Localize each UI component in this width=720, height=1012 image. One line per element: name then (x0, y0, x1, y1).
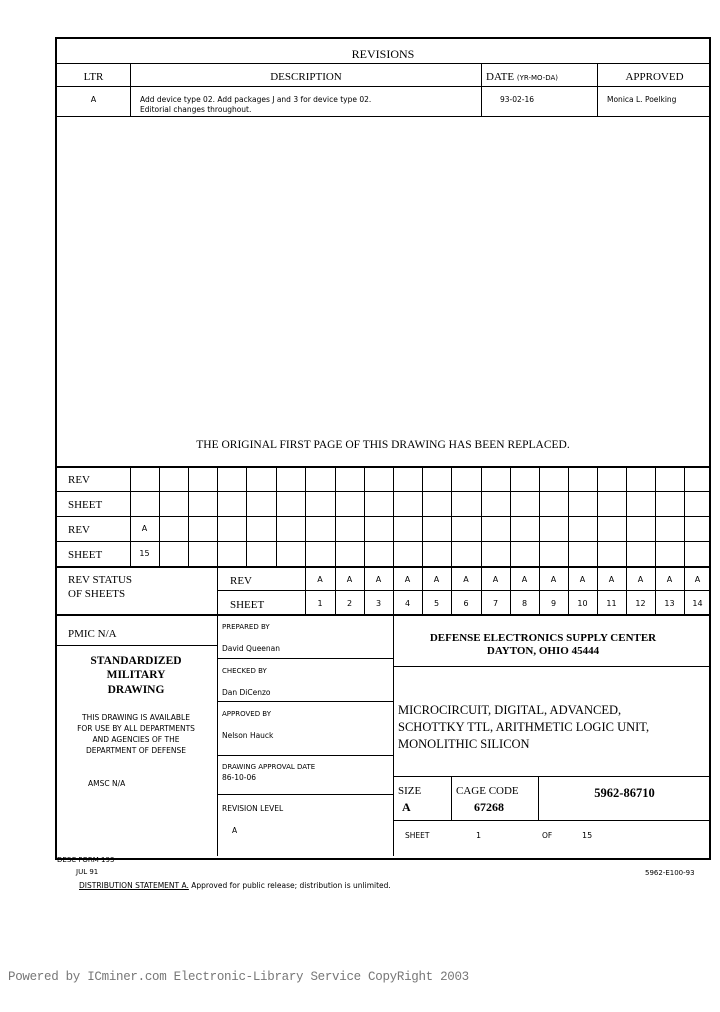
rev-status-rev: A (694, 574, 701, 584)
prepared-name: David Queenan (222, 644, 281, 653)
rev-grid-divider (335, 466, 336, 566)
rev-status-sheet: 13 (664, 598, 675, 608)
cage-code-label: CAGE CODE (456, 785, 519, 797)
rev-status-rev: A (521, 574, 528, 584)
rev-grid-divider (539, 466, 540, 566)
title-line3: MONOLITHIC SILICON (398, 737, 530, 751)
rev-grid-label: SHEET (68, 549, 103, 561)
approved-by-label: APPROVED BY (222, 710, 272, 718)
availability-line4: DEPARTMENT OF DEFENSE (86, 746, 186, 755)
rev-grid-divider (597, 466, 598, 566)
availability-line1: THIS DRAWING IS AVAILABLE (82, 713, 190, 722)
rev-status-rev: A (550, 574, 557, 584)
title-line2: SCHOTTKY TTL, ARITHMETIC LOGIC UNIT, (398, 720, 650, 734)
form-date: JUL 91 (76, 868, 99, 876)
rev-grid-label: REV (68, 474, 90, 486)
approval-date-value: 86-10-06 (222, 773, 257, 782)
rev-grid-divider (481, 466, 482, 566)
rev-status-sheet: 4 (404, 598, 411, 608)
rev-status-rev: A (637, 574, 644, 584)
rev-grid-divider (305, 466, 306, 566)
sheet-number: 1 (476, 831, 482, 840)
rev-grid-divider (159, 466, 160, 566)
size-value: A (402, 800, 411, 814)
rev-grid-divider (626, 466, 627, 566)
checked-label: CHECKED BY (222, 667, 267, 675)
description-header: DESCRIPTION (270, 71, 342, 83)
rev-status-sheet: 2 (346, 598, 353, 608)
standardized-line3: DRAWING (107, 684, 165, 696)
revision-level-label: REVISION LEVEL (222, 804, 284, 813)
checked-name: Dan DiCenzo (222, 688, 271, 697)
revision-approver: Monica L. Poelking (607, 95, 677, 104)
agency-line1: DEFENSE ELECTRONICS SUPPLY CENTER (429, 632, 657, 644)
rev-grid-value: A (141, 524, 148, 533)
rev-grid-value: 15 (139, 549, 150, 558)
rev-status-sheet: 8 (521, 598, 528, 608)
rev-grid-divider (510, 466, 511, 566)
amsc: AMSC N/A (88, 779, 126, 788)
rev-status-rev: A (433, 574, 440, 584)
rev-grid-divider (246, 466, 247, 566)
rev-grid-divider (188, 466, 189, 566)
sheet-of-label: OF (542, 831, 553, 840)
rev-grid-divider (422, 466, 423, 566)
rev-status-sheet: 7 (492, 598, 499, 608)
pmic: PMIC N/A (68, 628, 117, 640)
doc-number: 5962-86710 (594, 786, 655, 800)
rev-status-label-1: REV STATUS (68, 574, 133, 586)
rev-status-rev: A (492, 574, 499, 584)
rev-status-rev: A (579, 574, 586, 584)
rev-status-sheet: 10 (577, 598, 588, 608)
rev-status-sheet: 1 (317, 598, 323, 608)
size-label: SIZE (398, 785, 422, 797)
rev-status-rev: A (404, 574, 411, 584)
rev-status-rev: A (375, 574, 382, 584)
availability-line2: FOR USE BY ALL DEPARTMENTS (77, 724, 195, 733)
rev-grid-divider (276, 466, 277, 566)
ltr-header: LTR (83, 71, 104, 83)
rev-grid-divider (568, 466, 569, 566)
rev-grid-divider (393, 466, 394, 566)
approval-date-label: DRAWING APPROVAL DATE (222, 763, 316, 771)
approved-header: APPROVED (625, 71, 684, 83)
standardized-line2: MILITARY (106, 669, 166, 681)
rev-status-sheet: 11 (606, 598, 617, 608)
rev-grid-label: REV (68, 524, 90, 536)
rev-grid-divider (451, 466, 452, 566)
rev-status-sheet: 14 (692, 598, 703, 608)
availability-line3: AND AGENCIES OF THE (92, 735, 180, 744)
rev-status-rev-label: REV (230, 575, 252, 587)
cage-code-value: 67268 (474, 800, 504, 814)
rev-status-rev: A (463, 574, 469, 584)
revision-description-line1: Add device type 02. Add packages J and 3 for device type 02. (140, 95, 372, 104)
rev-status-sheet: 6 (463, 598, 469, 608)
revision-level-value: A (232, 826, 238, 835)
sheet-label: SHEET (405, 831, 430, 840)
desc-form: DESC FORM 193 (57, 856, 115, 864)
rev-status-label-2: OF SHEETS (68, 588, 126, 600)
rev-status-rev: A (666, 574, 673, 584)
revision-date: 93-02-16 (500, 95, 535, 104)
rev-status-rev: A (317, 574, 323, 584)
revision-ltr: A (90, 95, 97, 104)
watermark: Powered by ICminer.com Electronic-Library Service CopyRight 2003 (8, 970, 469, 984)
rev-status-rev: A (608, 574, 615, 584)
rev-grid-divider (364, 466, 365, 566)
rev-status-sheet-label: SHEET (230, 599, 265, 611)
rev-status-rev: A (346, 574, 353, 584)
standardized-line1: STANDARDIZED (90, 655, 182, 667)
rev-grid-divider (655, 466, 656, 566)
revisions-title: REVISIONS (351, 47, 415, 61)
rev-status-sheet: 12 (635, 598, 646, 608)
rev-grid-rule (55, 491, 711, 492)
approved-by-name: Nelson Hauck (222, 731, 274, 740)
title-line1: MICROCIRCUIT, DIGITAL, ADVANCED, (398, 703, 622, 717)
prepared-label: PREPARED BY (222, 623, 270, 631)
rev-grid-divider (684, 466, 685, 566)
rev-status-sheet: 9 (550, 598, 557, 608)
rev-grid-divider (217, 466, 218, 566)
replaced-notice: THE ORIGINAL FIRST PAGE OF THIS DRAWING HAS BEEN REPLACED. (196, 439, 570, 451)
sheet-total: 15 (582, 831, 593, 840)
agency-line2: DAYTON, OHIO 45444 (486, 645, 600, 657)
rev-status-sheet: 3 (375, 598, 382, 608)
rev-status-sheet: 5 (433, 598, 440, 608)
distribution-statement: DISTRIBUTION STATEMENT A. Approved for public release; distribution is unlimited. (79, 881, 391, 890)
date-header: DATE (YR-MO-DA) (486, 71, 559, 83)
revision-description-line2: Editorial changes throughout. (140, 105, 252, 114)
document-code: 5962-E100-93 (645, 869, 695, 877)
rev-grid-label: SHEET (68, 499, 103, 511)
